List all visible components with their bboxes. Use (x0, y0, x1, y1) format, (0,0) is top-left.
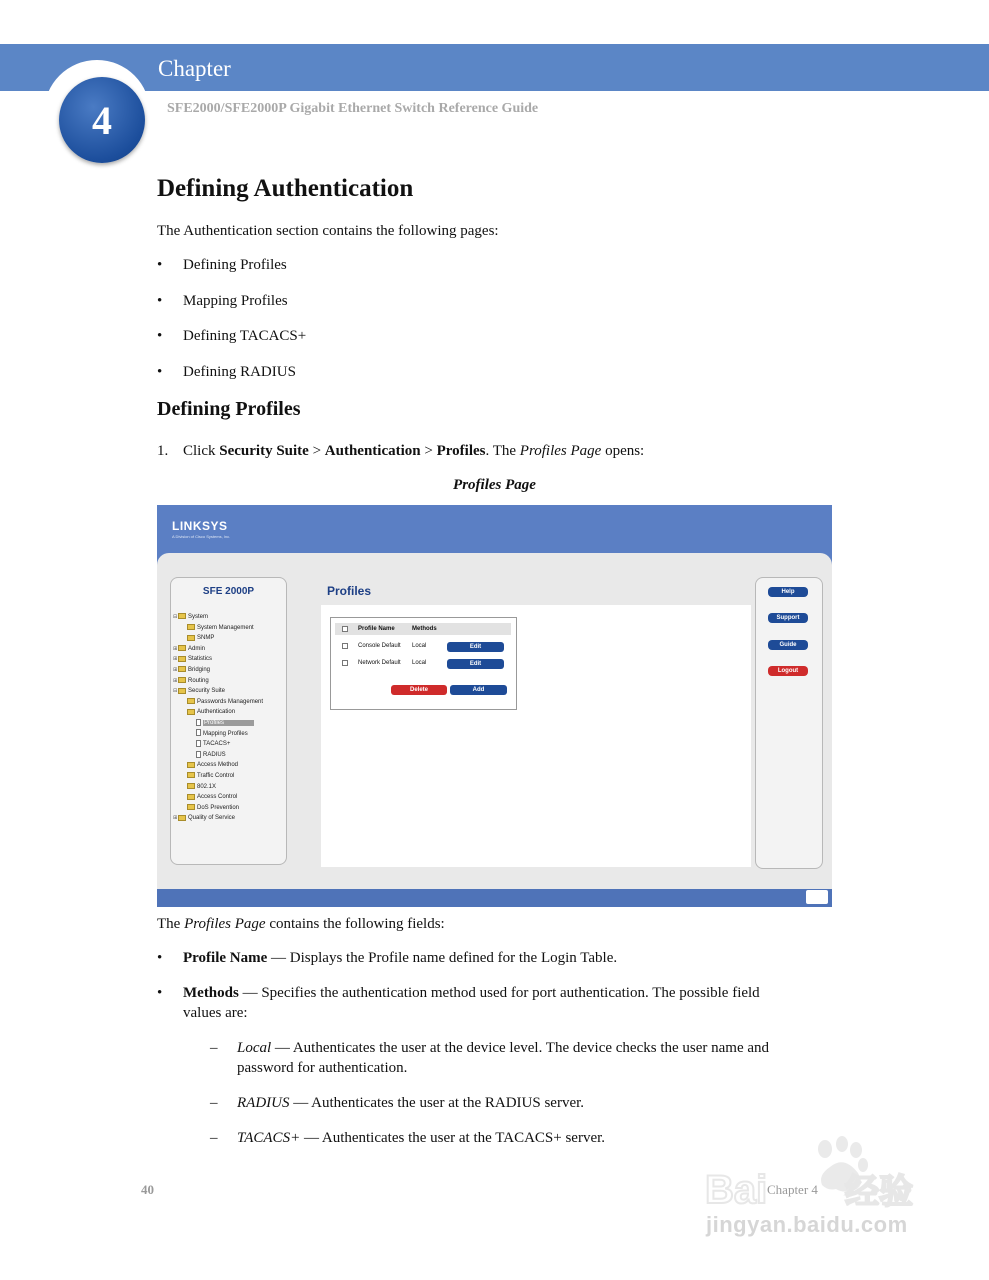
page-reference: Profiles Page (519, 443, 602, 459)
page-icon (196, 719, 201, 726)
folder-icon (178, 666, 186, 672)
folder-icon (187, 762, 195, 768)
guide-title: SFE2000/SFE2000P Gigabit Ethernet Switch Reference Guide (167, 101, 539, 116)
tree-item[interactable] (173, 718, 286, 729)
field-item-methods: • Methods — Specifies the authentication method used for port authentication. The possible field (157, 985, 760, 1001)
row-checkbox[interactable] (342, 660, 348, 666)
page-icon (196, 740, 201, 747)
step-text: . The (485, 443, 520, 459)
list-item-label: Defining RADIUS (183, 364, 296, 380)
page-icon (196, 729, 201, 736)
table-row-profile-name: Console Default (358, 643, 401, 649)
field-term: Profile Name (183, 950, 268, 966)
folder-icon (178, 677, 186, 683)
logo-subtitle: A Division of Cisco Systems, Inc. (172, 534, 231, 539)
value-term: TACACS+ (237, 1130, 301, 1146)
value-item-local: – Local — Authenticates the user at the device level. The device checks the user name and (210, 1040, 770, 1056)
collapse-icon[interactable]: ⊟ (173, 614, 178, 620)
row-checkbox[interactable] (342, 643, 348, 649)
help-button[interactable]: Help (768, 587, 808, 597)
cisco-logo-icon (806, 890, 828, 904)
step-text: opens: (601, 443, 645, 459)
folder-icon (187, 794, 195, 800)
collapse-icon[interactable]: ⊟ (173, 688, 178, 695)
list-item: • Defining RADIUS (157, 364, 296, 380)
step-number: 1. (157, 443, 169, 459)
fields-intro (157, 914, 445, 934)
chapter-word: Chapter (158, 56, 231, 81)
folder-icon (178, 613, 186, 619)
tree-item-label: Admin (188, 645, 206, 652)
tree-item-label: Profiles (203, 720, 254, 726)
tree-item[interactable] (173, 707, 286, 718)
value-term: Local (237, 1040, 272, 1056)
tree-item[interactable] (173, 697, 286, 708)
field-description-continued: values are: (183, 1005, 248, 1021)
tree-item[interactable] (173, 676, 286, 687)
value-item-tacacs: – TACACS+ — Authenticates the user at the TACACS+ server. (210, 1130, 606, 1146)
footer-chapter-label: Chapter 4 (767, 1182, 818, 1197)
expand-icon[interactable]: ⊞ (173, 645, 178, 652)
field-description: — Specifies the authentication method used for port authentication. The possible field (238, 985, 760, 1001)
folder-icon (187, 772, 195, 778)
linksys-logo: LINKSYS (172, 519, 228, 533)
page-icon (196, 751, 201, 758)
tree-item[interactable] (173, 654, 286, 665)
tree-item-label: Routing (188, 677, 209, 684)
chapter-number-badge: 4 (59, 77, 145, 163)
folder-icon (178, 656, 186, 662)
folder-icon (187, 698, 195, 704)
tree-item[interactable] (173, 729, 286, 740)
tree-item[interactable] (173, 665, 286, 676)
list-item-label: Defining Profiles (183, 257, 287, 273)
support-button[interactable]: Support (768, 613, 808, 623)
folder-icon (178, 815, 186, 821)
select-all-checkbox[interactable] (342, 626, 348, 632)
tree-item-label: RADIUS (203, 751, 226, 758)
tree-item[interactable] (173, 771, 286, 782)
column-header-methods: Methods (412, 626, 437, 632)
list-item: • Defining TACACS+ (157, 328, 307, 344)
tree-item-label: Traffic Control (197, 772, 235, 779)
folder-icon (178, 688, 186, 694)
tree-item[interactable] (173, 686, 286, 697)
path-separator: > (308, 443, 325, 459)
folder-icon (187, 624, 195, 630)
fields-intro-text: contains the following fields: (265, 916, 445, 932)
tree-item[interactable] (173, 739, 286, 750)
table-row-profile-name: Network Default (358, 660, 401, 666)
value-item-radius: – RADIUS — Authenticates the user at the RADIUS server. (210, 1095, 585, 1111)
list-item: • Mapping Profiles (157, 293, 288, 309)
tree-item[interactable] (173, 623, 286, 634)
tree-item[interactable] (173, 750, 286, 761)
watermark-brand-cn: 经验 (845, 1172, 913, 1212)
path-separator: > (420, 443, 437, 459)
profiles-table (330, 617, 517, 710)
field-description: — Displays the Profile name defined for the Login Table. (267, 950, 618, 966)
delete-button[interactable]: Delete (391, 685, 447, 695)
logout-button[interactable]: Logout (768, 666, 808, 676)
tree-item[interactable] (173, 792, 286, 803)
value-description: — Authenticates the user at the device level. The device checks the user name and (271, 1040, 770, 1056)
folder-icon (178, 645, 186, 651)
column-header-profile-name: Profile Name (358, 626, 395, 632)
section-title: Defining Authentication (157, 175, 414, 202)
expand-icon[interactable]: ⊞ (173, 815, 178, 822)
folder-icon (187, 783, 195, 789)
fields-intro-text: The (157, 916, 185, 932)
navigation-tree-panel (170, 577, 287, 865)
add-button[interactable]: Add (450, 685, 507, 695)
field-item-profile-name: • Profile Name — Displays the Profile name defined for the Login Table. (157, 950, 618, 966)
tree-item-label: Passwords Management (197, 698, 264, 705)
tree-item[interactable] (173, 760, 286, 771)
content-area (321, 605, 751, 867)
tree-item-label: SNMP (197, 635, 215, 642)
value-description: — Authenticates the user at the TACACS+ server. (300, 1130, 606, 1146)
menu-path-security-suite: Security Suite (219, 443, 309, 459)
list-item: • Defining Profiles (157, 257, 287, 273)
folder-icon (187, 635, 195, 641)
edit-button[interactable]: Edit (447, 659, 504, 669)
page-reference: Profiles Page (184, 916, 266, 932)
table-row-method: Local (412, 660, 427, 666)
page-number: 40 (141, 1182, 154, 1197)
step-1 (157, 441, 644, 461)
screenshot-footer (157, 889, 832, 907)
menu-path-authentication: Authentication (324, 443, 421, 459)
table-row-method: Local (412, 643, 427, 649)
tree-item[interactable] (173, 813, 286, 824)
expand-icon[interactable]: ⊞ (173, 677, 178, 684)
tree-item-label: Access Control (197, 794, 238, 801)
list-item-label: Defining TACACS+ (183, 328, 307, 344)
expand-icon[interactable]: ⊞ (173, 666, 178, 673)
watermark-brand: Bai (705, 1168, 768, 1212)
menu-path-profiles: Profiles (436, 443, 486, 459)
side-button-panel (755, 577, 823, 869)
folder-icon (187, 709, 195, 715)
expand-icon[interactable]: ⊞ (173, 656, 178, 663)
tree-item-label: Quality of Service (188, 815, 236, 822)
tree-item-label: Authentication (197, 709, 236, 716)
tree-item-label: Statistics (188, 656, 213, 663)
tree-item-label: Access Method (197, 762, 239, 769)
step-text: Click (183, 443, 220, 459)
folder-icon (187, 804, 195, 810)
tree-item-label: System (188, 614, 209, 620)
watermark-url: jingyan.baidu.com (706, 1212, 908, 1237)
tree-item-label: TACACS+ (203, 741, 231, 748)
device-name: SFE 2000P (202, 586, 255, 597)
tree-item-label: Security Suite (188, 688, 226, 695)
page-title: Profiles (327, 584, 372, 598)
value-description: — Authenticates the user at the RADIUS server. (289, 1095, 585, 1111)
tree-item[interactable] (173, 633, 286, 644)
subsection-title: Defining Profiles (157, 398, 301, 420)
edit-button[interactable]: Edit (447, 642, 504, 652)
tree-item-label: Mapping Profiles (203, 730, 248, 737)
tree-item[interactable] (173, 803, 286, 814)
tree-item-label: DoS Prevention (197, 804, 240, 811)
figure-caption: Profiles Page (453, 477, 536, 493)
main-panel (320, 577, 754, 867)
section-intro: The Authentication section contains the following pages: (157, 223, 499, 239)
tree-item-label: System Management (197, 624, 254, 631)
tree-item[interactable] (173, 644, 286, 655)
field-term: Methods (183, 985, 239, 1001)
tree-item-label: 802.1X (197, 783, 217, 790)
guide-button[interactable]: Guide (768, 640, 808, 650)
profiles-page-screenshot (157, 505, 832, 907)
tree-item[interactable] (173, 612, 286, 623)
tree-item[interactable] (173, 782, 286, 793)
navigation-tree (173, 612, 286, 824)
tree-item-label: Bridging (188, 666, 211, 673)
chapter-header-band (0, 44, 989, 91)
value-term: RADIUS (237, 1095, 290, 1111)
list-item-label: Mapping Profiles (183, 293, 288, 309)
value-description-continued: password for authentication. (237, 1060, 408, 1076)
